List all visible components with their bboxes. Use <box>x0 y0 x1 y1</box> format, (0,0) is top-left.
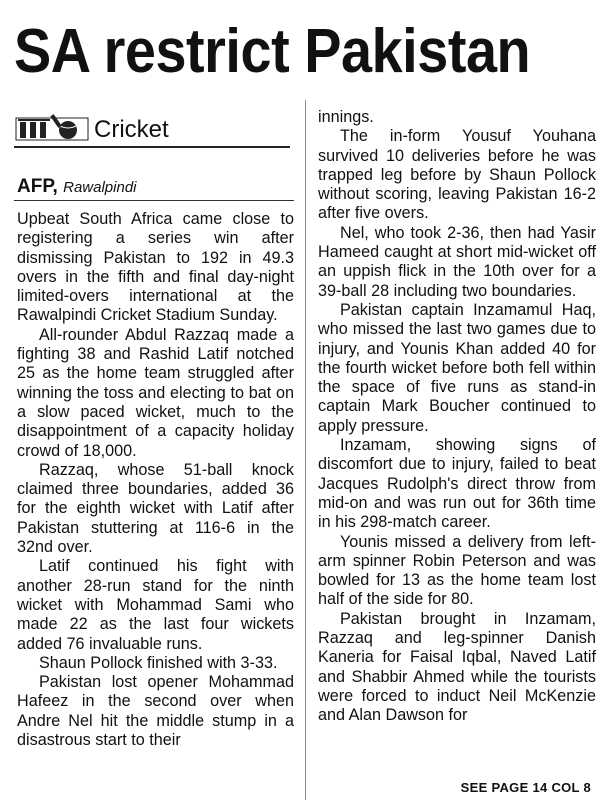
section-header <box>14 106 290 150</box>
byline-place: Rawalpindi <box>63 179 137 196</box>
paragraph: Pakistan brought in Inzamam, Razzaq and leg-spinner Danish Kaneria for Faisal Iqbal, Naved Latif and Shabbir Ahmed while the tourists were forced to induct Neil McKenzie and Alan Dawson for <box>318 609 596 725</box>
section-label: Cricket <box>94 116 169 143</box>
paragraph: Razzaq, whose 51-ball knock claimed three boundaries, added 36 for the eighth wicket with Latif after Pakistan stuttering at 116-6 in the 32nd over. <box>17 460 294 557</box>
paragraph: Pakistan lost opener Mohammad Hafeez in the second over when Andre Nel hit the middle stump in a disastrous start to their <box>17 673 294 750</box>
paragraph: Nel, who took 2-36, then had Yasir Hameed caught at short mid-wicket off an uppish flick in the 10th over for a 39-ball 28 including two boundaries. <box>318 223 596 300</box>
column-divider <box>305 100 306 800</box>
paragraph: Pakistan captain Inzamamul Haq, who missed the last two games due to injury, and Younis Khan added 40 for the fourth wicket before both fell within the space of five runs as stand-in captain Mark Boucher continued to apply pressure. <box>318 300 596 435</box>
paragraph: Inzamam, showing signs of discomfort due to injury, failed to beat Jacques Rudolph's direct throw from mid-on and was run out for 36th time in his 298-match career. <box>318 436 596 532</box>
byline-rule <box>14 200 294 201</box>
byline-agency: AFP, <box>17 176 58 197</box>
cricket-section-icon <box>14 112 90 142</box>
paragraph: Latif continued his fight with another 28-run stand for the ninth wicket with Mohammad Sami who made 22 as the last four wickets added 76 invaluable runs. <box>17 557 294 653</box>
paragraph: Shaun Pollock finished with 3-33. <box>39 653 278 672</box>
paragraph: Upbeat South Africa came close to registering a series win after dismissing Pakistan to 192 in 49.3 overs in the fifth and final day-night limited-overs international at the Rawalpindi Cricket Stadium Sunday. <box>17 210 294 325</box>
paragraph: The in-form Yousuf Youhana survived 10 deliveries before he was trapped leg before by Shaun Pollock without scoring, leaving Pakistan 16-2 after five overs. <box>318 127 596 223</box>
jump-line: SEE PAGE 14 COL 8 <box>460 780 591 795</box>
article-column-right <box>318 108 596 726</box>
paragraph: All-rounder Abdul Razzaq made a fighting 38 and Rashid Latif notched 25 as the home team struggled after winning the toss and electing to bat on a slow paced wicket, much to the disappointment of a capacity holiday crowd of 18,000. <box>17 325 294 460</box>
byline <box>17 174 137 201</box>
article-column-left <box>17 210 294 750</box>
paragraph: innings. <box>318 108 374 126</box>
section-rule <box>14 146 290 148</box>
headline: SA restrict Pakistan <box>14 17 531 86</box>
paragraph: Younis missed a delivery from left-arm spinner Robin Peterson and was bowled for 13 as the home team lost half of the side for 80. <box>318 532 596 609</box>
